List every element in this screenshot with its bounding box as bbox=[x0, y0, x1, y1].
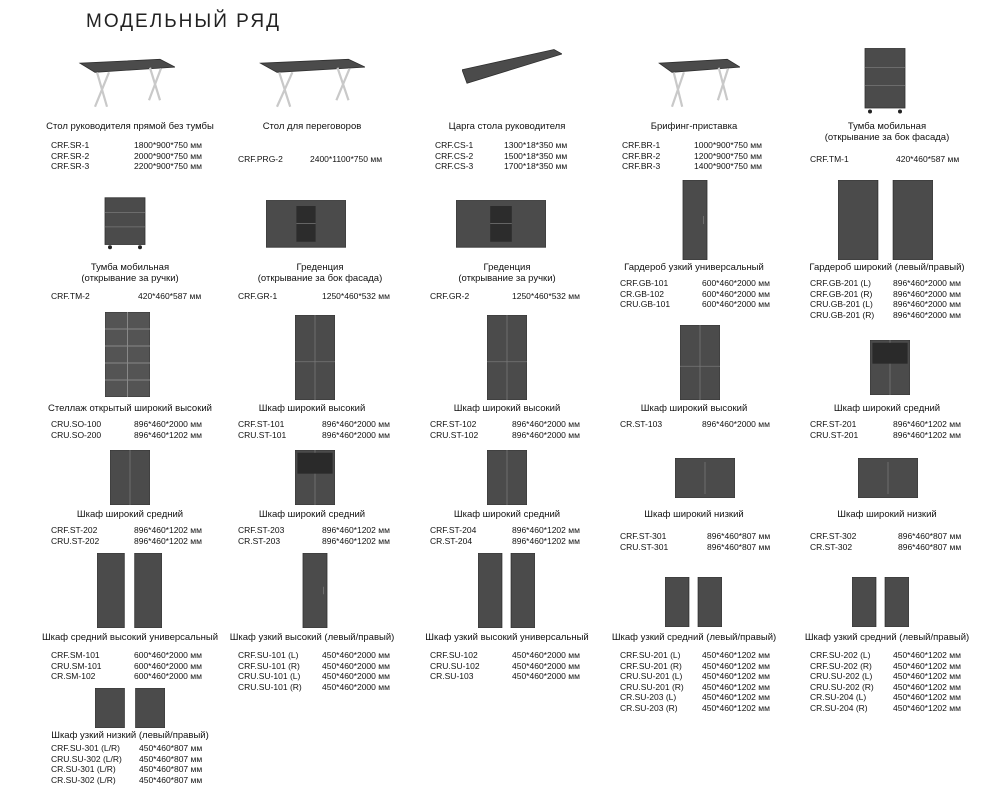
product-dimensions bbox=[512, 419, 580, 440]
product-dimension: 450*460*807 мм bbox=[139, 753, 203, 764]
product-image bbox=[852, 577, 909, 627]
product-code: CRU.ST-102 bbox=[430, 429, 479, 440]
product-dimension: 1500*18*350 мм bbox=[504, 150, 568, 161]
product-code: CRF.SU-202 (L) bbox=[810, 650, 871, 660]
product-caption: Шкаф широкий средний bbox=[258, 509, 366, 520]
product-dimension: 450*460*1202 мм bbox=[702, 671, 770, 681]
product-dimension: 450*460*1202 мм bbox=[893, 671, 961, 681]
product-dimensions bbox=[702, 650, 770, 713]
product-caption: Шкаф широкий низкий bbox=[837, 509, 937, 520]
product-codes bbox=[620, 278, 670, 310]
product-dimension: 896*460*2000 мм bbox=[134, 419, 202, 429]
product-code: CRU.ST-201 bbox=[810, 429, 859, 440]
product-image bbox=[680, 325, 720, 400]
product-dimensions bbox=[138, 291, 201, 302]
product-code: CRU.SU-201 (L) bbox=[620, 671, 683, 681]
product-caption: Шкаф узкий средний (левый/правый) bbox=[804, 632, 970, 643]
product-codes bbox=[430, 650, 480, 682]
product-dimensions bbox=[134, 525, 202, 546]
product-dimension: 896*460*1202 мм bbox=[134, 525, 202, 535]
product-dimension: 600*460*2000 мм bbox=[134, 660, 202, 671]
product-caption: Брифинг-приставка bbox=[650, 121, 738, 132]
product-caption: Шкаф узкий высокий универсальный bbox=[425, 632, 589, 643]
product-code: CRF.SU-301 (L/R) bbox=[51, 743, 120, 753]
product-dimension: 600*460*2000 мм bbox=[702, 288, 770, 299]
product-code: CR.ST-203 bbox=[238, 535, 281, 546]
product-dimension: 896*460*2000 мм bbox=[893, 278, 961, 288]
product-dimension: 896*460*2000 мм bbox=[322, 429, 390, 440]
product-dimension: 450*460*2000 мм bbox=[322, 660, 390, 671]
product-code: CRU.SM-101 bbox=[51, 660, 102, 671]
product-caption: Шкаф узкий высокий (левый/правый) bbox=[229, 632, 395, 643]
product-image bbox=[838, 180, 933, 260]
product-image bbox=[100, 195, 150, 250]
product-code: CRF.ST-201 bbox=[810, 419, 857, 429]
product-code: CRF.TM-1 bbox=[810, 154, 849, 164]
product-dimension: 450*460*1202 мм bbox=[702, 660, 770, 671]
product-image bbox=[462, 45, 562, 90]
product-dimensions bbox=[893, 278, 961, 320]
product-code: CRF.ST-302 bbox=[810, 531, 857, 541]
product-dimension: 450*460*1202 мм bbox=[893, 692, 961, 702]
product-image bbox=[75, 45, 175, 110]
product-dimension: 896*460*1202 мм bbox=[134, 429, 202, 440]
product-dimension: 2200*900*750 мм bbox=[134, 161, 202, 171]
product-dimension: 600*460*2000 мм bbox=[702, 299, 770, 309]
product-dimensions bbox=[896, 154, 959, 165]
product-dimension: 896*460*2000 мм bbox=[893, 288, 961, 299]
product-image bbox=[675, 458, 735, 498]
product-dimension: 896*460*2000 мм bbox=[512, 429, 580, 440]
product-codes bbox=[238, 650, 302, 692]
product-caption: Стеллаж открытый широкий высокий bbox=[48, 403, 212, 414]
product-code: CRF.ST-202 bbox=[51, 525, 98, 535]
product-code: CRF.CS-2 bbox=[435, 150, 474, 161]
product-image bbox=[870, 340, 910, 395]
product-dimension: 896*460*2000 мм bbox=[893, 309, 961, 320]
product-code: CRU.SU-102 bbox=[430, 660, 480, 671]
product-codes bbox=[810, 154, 849, 165]
product-code: CRU.SU-101 (L) bbox=[238, 671, 301, 681]
product-codes bbox=[430, 525, 476, 546]
product-code: CRU.SO-100 bbox=[51, 419, 102, 429]
product-image bbox=[655, 45, 740, 110]
product-dimension: 450*460*2000 мм bbox=[322, 650, 390, 660]
product-caption: Стол руководителя прямой без тумбы bbox=[46, 121, 214, 132]
product-codes bbox=[51, 140, 89, 172]
product-code: CRF.SR-3 bbox=[51, 161, 90, 171]
product-caption: Гардероб узкий универсальный bbox=[624, 262, 764, 273]
product-dimension: 600*460*2000 мм bbox=[702, 278, 770, 288]
product-codes bbox=[51, 650, 102, 682]
product-dimensions bbox=[893, 650, 961, 713]
product-image bbox=[478, 553, 535, 628]
product-code: CRF.GB-101 bbox=[620, 278, 669, 288]
product-dimensions bbox=[504, 140, 567, 172]
product-dimension: 450*460*1202 мм bbox=[702, 650, 770, 660]
product-image bbox=[255, 45, 365, 110]
product-code: CRF.GR-1 bbox=[238, 291, 278, 301]
product-image bbox=[487, 450, 527, 505]
product-image bbox=[295, 315, 335, 400]
product-image bbox=[266, 195, 346, 250]
product-code: CRF.SU-101 (R) bbox=[238, 660, 300, 671]
product-code: CRF.SU-101 (L) bbox=[238, 650, 299, 660]
product-image bbox=[680, 180, 710, 260]
product-dimension: 896*460*807 мм bbox=[707, 541, 771, 552]
product-dimension: 450*460*1202 мм bbox=[702, 702, 770, 713]
product-dimension: 1700*18*350 мм bbox=[504, 161, 568, 171]
product-dimension: 450*460*807 мм bbox=[139, 774, 203, 785]
product-caption: Шкаф широкий средний bbox=[76, 509, 184, 520]
product-dimension: 896*460*1202 мм bbox=[893, 429, 961, 440]
product-code: CR.SU-203 (R) bbox=[620, 702, 678, 713]
product-caption: Греденция (открывание за ручки) bbox=[458, 262, 556, 284]
product-dimension: 896*460*2000 мм bbox=[322, 419, 390, 429]
product-dimension: 1800*900*750 мм bbox=[134, 140, 202, 150]
product-code: CRU.SU-101 (R) bbox=[238, 681, 302, 692]
product-code: CRF.GB-201 (L) bbox=[810, 278, 871, 288]
product-caption: Шкаф узкий низкий (левый/правый) bbox=[51, 730, 209, 741]
product-codes bbox=[620, 531, 668, 552]
product-dimension: 420*460*587 мм bbox=[896, 154, 960, 164]
product-caption: Шкаф широкий средний bbox=[833, 403, 941, 414]
product-dimension: 450*460*2000 мм bbox=[512, 650, 580, 660]
product-code: CRU.SO-200 bbox=[51, 429, 102, 440]
product-caption: Царга стола руководителя bbox=[448, 121, 566, 132]
product-image bbox=[105, 312, 150, 397]
product-caption: Шкаф широкий высокий bbox=[453, 403, 561, 414]
product-code: CRU.ST-202 bbox=[51, 535, 100, 546]
product-caption: Стол для переговоров bbox=[262, 121, 362, 132]
product-code: CRU.GB-101 bbox=[620, 299, 671, 309]
product-dimensions bbox=[322, 650, 390, 692]
product-dimensions bbox=[694, 140, 762, 172]
product-image bbox=[487, 315, 527, 400]
product-codes bbox=[435, 140, 473, 172]
product-codes bbox=[620, 650, 684, 713]
product-code: CR.ST-103 bbox=[620, 419, 663, 429]
product-image bbox=[110, 450, 150, 505]
product-dimension: 896*460*807 мм bbox=[898, 531, 962, 541]
product-code: CRF.BR-3 bbox=[622, 161, 661, 171]
product-code: CR.SM-102 bbox=[51, 671, 96, 681]
product-codes bbox=[810, 419, 858, 440]
product-codes bbox=[238, 419, 286, 440]
product-dimensions bbox=[707, 531, 770, 552]
product-dimensions bbox=[702, 419, 770, 430]
product-image bbox=[860, 45, 910, 115]
product-dimension: 896*460*2000 мм bbox=[702, 419, 770, 429]
product-code: CRF.CS-3 bbox=[435, 161, 474, 171]
product-code: CR.ST-204 bbox=[430, 535, 473, 546]
product-code: CRU.SU-202 (L) bbox=[810, 671, 873, 681]
product-codes bbox=[430, 291, 469, 302]
product-dimension: 450*460*1202 мм bbox=[702, 692, 770, 702]
product-code: CRU.ST-301 bbox=[620, 541, 669, 552]
product-codes bbox=[430, 419, 478, 440]
product-caption: Тумба мобильная (открывание за бок фасада) bbox=[824, 121, 950, 143]
product-code: CRF.SU-201 (R) bbox=[620, 660, 682, 671]
product-codes bbox=[51, 291, 90, 302]
product-code: CRU.ST-101 bbox=[238, 429, 287, 440]
product-dimension: 1250*460*532 мм bbox=[512, 291, 580, 301]
product-codes bbox=[238, 154, 283, 165]
product-dimension: 450*460*1202 мм bbox=[702, 681, 770, 692]
product-code: CRF.SU-202 (R) bbox=[810, 660, 872, 671]
product-code: CR.GB-102 bbox=[620, 288, 664, 299]
product-dimension: 2400*1100*750 мм bbox=[310, 154, 383, 164]
product-codes bbox=[238, 525, 284, 546]
product-code: CRF.ST-102 bbox=[430, 419, 477, 429]
product-code: CRF.ST-101 bbox=[238, 419, 285, 429]
product-dimensions bbox=[139, 743, 202, 785]
product-code: CRF.GR-2 bbox=[430, 291, 470, 301]
product-image bbox=[95, 688, 165, 728]
product-image bbox=[858, 458, 918, 498]
product-dimension: 896*460*807 мм bbox=[707, 531, 771, 541]
product-code: CRF.SM-101 bbox=[51, 650, 100, 660]
product-code: CRU.GB-201 (L) bbox=[810, 299, 873, 309]
product-code: CRF.BR-2 bbox=[622, 150, 661, 161]
product-code: CRF.TM-2 bbox=[51, 291, 90, 301]
product-dimension: 896*460*1202 мм bbox=[512, 525, 580, 535]
product-codes bbox=[620, 419, 662, 430]
product-code: CRF.SU-102 bbox=[430, 650, 478, 660]
product-code: CRF.ST-301 bbox=[620, 531, 667, 541]
product-dimension: 450*460*2000 мм bbox=[512, 660, 580, 671]
product-code: CRF.GB-201 (R) bbox=[810, 288, 873, 299]
product-dimension: 2000*900*750 мм bbox=[134, 150, 202, 161]
product-image bbox=[456, 195, 546, 250]
product-code: CR.SU-103 bbox=[430, 671, 474, 681]
product-dimension: 1200*900*750 мм bbox=[694, 150, 762, 161]
product-dimensions bbox=[134, 650, 202, 682]
product-dimensions bbox=[898, 531, 961, 552]
product-dimensions bbox=[310, 154, 382, 165]
product-caption: Шкаф широкий средний bbox=[453, 509, 561, 520]
product-code: CRF.PRG-2 bbox=[238, 154, 283, 164]
product-image bbox=[97, 553, 162, 628]
product-code: CRF.ST-204 bbox=[430, 525, 477, 535]
product-codes bbox=[810, 531, 856, 552]
product-dimensions bbox=[512, 291, 580, 302]
product-code: CR.SU-302 (L/R) bbox=[51, 774, 116, 785]
product-dimension: 1000*900*750 мм bbox=[694, 140, 762, 150]
product-dimensions bbox=[134, 419, 202, 440]
product-dimensions bbox=[134, 140, 202, 172]
product-codes bbox=[51, 743, 122, 785]
product-dimension: 450*460*2000 мм bbox=[512, 671, 580, 681]
product-codes bbox=[622, 140, 660, 172]
product-dimension: 450*460*1202 мм bbox=[893, 702, 961, 713]
product-codes bbox=[810, 278, 874, 320]
product-dimension: 896*460*1202 мм bbox=[134, 535, 202, 546]
product-dimension: 1300*18*350 мм bbox=[504, 140, 568, 150]
product-image bbox=[665, 577, 722, 627]
product-codes bbox=[810, 650, 874, 713]
product-dimensions bbox=[512, 525, 580, 546]
product-dimensions bbox=[702, 278, 770, 310]
product-dimension: 896*460*807 мм bbox=[898, 541, 962, 552]
product-code: CR.SU-204 (L) bbox=[810, 692, 867, 702]
product-caption: Шкаф широкий высокий bbox=[258, 403, 366, 414]
product-dimension: 450*460*2000 мм bbox=[322, 681, 390, 692]
product-code: CR.ST-302 bbox=[810, 541, 853, 552]
product-codes bbox=[51, 419, 101, 440]
product-dimensions bbox=[322, 419, 390, 440]
product-caption: Шкаф широкий низкий bbox=[644, 509, 744, 520]
product-code: CRF.SU-201 (L) bbox=[620, 650, 681, 660]
product-image bbox=[300, 553, 330, 628]
product-dimension: 600*460*2000 мм bbox=[134, 650, 202, 660]
product-code: CRF.BR-1 bbox=[622, 140, 661, 150]
product-code: CR.SU-204 (R) bbox=[810, 702, 868, 713]
product-caption: Тумба мобильная (открывание за ручки) bbox=[81, 262, 179, 284]
product-code: CR.SU-203 (L) bbox=[620, 692, 677, 702]
product-caption: Гардероб широкий (левый/правый) bbox=[809, 262, 965, 273]
product-dimension: 450*460*1202 мм bbox=[893, 681, 961, 692]
product-dimension: 450*460*1202 мм bbox=[893, 660, 961, 671]
product-dimension: 1250*460*532 мм bbox=[322, 291, 390, 301]
product-dimensions bbox=[512, 650, 580, 682]
product-code: CRU.GB-201 (R) bbox=[810, 309, 875, 320]
product-dimensions bbox=[322, 525, 390, 546]
product-dimensions bbox=[322, 291, 390, 302]
product-code: CRF.SR-1 bbox=[51, 140, 90, 150]
product-dimension: 450*460*1202 мм bbox=[893, 650, 961, 660]
product-caption: Шкаф узкий средний (левый/правый) bbox=[611, 632, 777, 643]
product-code: CRU.SU-202 (R) bbox=[810, 681, 874, 692]
product-dimension: 600*460*2000 мм bbox=[134, 671, 202, 681]
product-dimension: 450*460*2000 мм bbox=[322, 671, 390, 681]
page-title: МОДЕЛЬНЫЙ РЯД bbox=[86, 11, 281, 32]
product-dimension: 896*460*1202 мм bbox=[322, 525, 390, 535]
product-dimension: 896*460*1202 мм bbox=[322, 535, 390, 546]
product-dimension: 896*460*1202 мм bbox=[893, 419, 961, 429]
product-code: CRU.SU-201 (R) bbox=[620, 681, 684, 692]
product-code: CRU.SU-302 (L/R) bbox=[51, 753, 122, 764]
product-dimension: 1400*900*750 мм bbox=[694, 161, 762, 171]
product-dimension: 420*460*587 мм bbox=[138, 291, 202, 301]
product-dimension: 896*460*2000 мм bbox=[893, 299, 961, 309]
product-dimension: 896*460*2000 мм bbox=[512, 419, 580, 429]
product-caption: Шкаф широкий высокий bbox=[640, 403, 748, 414]
product-dimensions bbox=[893, 419, 961, 440]
product-dimension: 450*460*807 мм bbox=[139, 764, 203, 774]
product-code: CR.SU-301 (L/R) bbox=[51, 764, 116, 774]
product-code: CRF.ST-203 bbox=[238, 525, 285, 535]
product-caption: Греденция (открывание за бок фасада) bbox=[257, 262, 383, 284]
product-dimension: 896*460*1202 мм bbox=[512, 535, 580, 546]
product-codes bbox=[238, 291, 277, 302]
product-dimension: 450*460*807 мм bbox=[139, 743, 203, 753]
product-image bbox=[295, 450, 335, 505]
product-code: CRF.SR-2 bbox=[51, 150, 90, 161]
product-codes bbox=[51, 525, 99, 546]
product-caption: Шкаф средний высокий универсальный bbox=[41, 632, 219, 643]
product-code: CRF.CS-1 bbox=[435, 140, 474, 150]
